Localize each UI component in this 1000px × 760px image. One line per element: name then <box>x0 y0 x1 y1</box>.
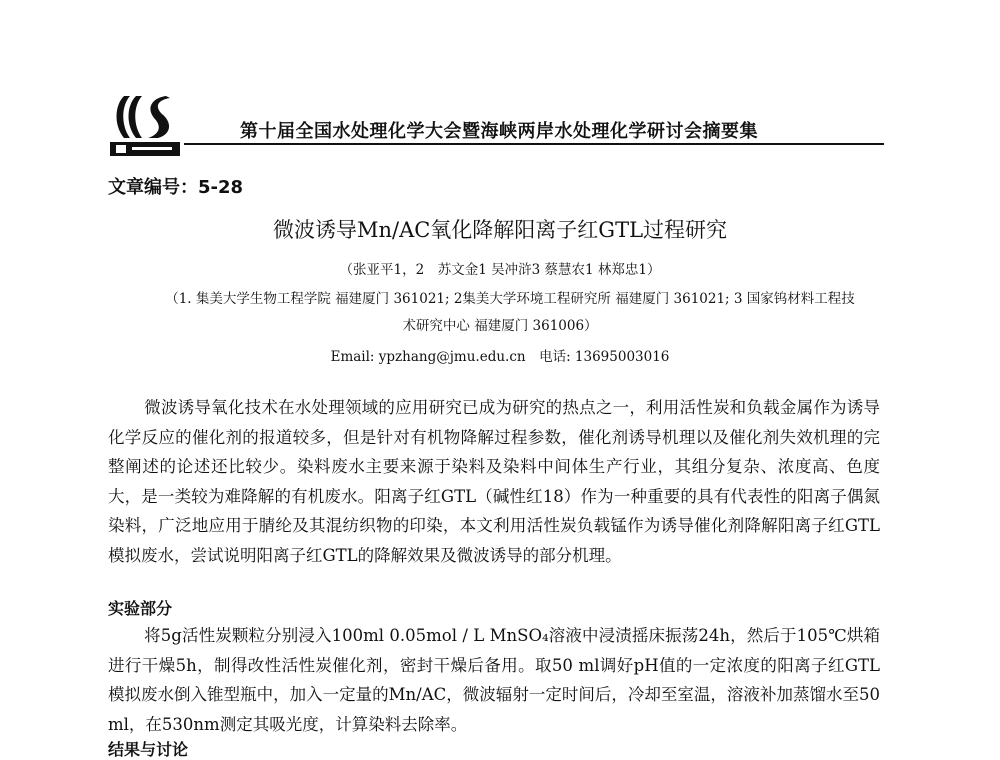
proceedings-title: 第十届全国水处理化学大会暨海峡两岸水处理化学研讨会摘要集 <box>240 121 758 142</box>
experimental-paragraph <box>108 621 880 739</box>
author-list: （张亚平1，2 苏文金1 吴冲浒3 蔡慧农1 林郑忠1） <box>339 262 661 278</box>
experimental-heading: 实验部分 <box>108 599 173 618</box>
contact-line: Email: ypzhang@jmu.edu.cn 电话: 13695003016 <box>330 349 670 365</box>
article-number: 文章编号：5-28 <box>108 177 244 198</box>
abstract-text: 微波诱导氧化技术在水处理领域的应用研究已成为研究的热点之一，利用活性炭和负载金属作为诱导化学反应的催化剂的报道较多，但是针对有机物降解过程参数，催化剂诱导机理以及催化剂失效机理的完整阐述的论述还比较少。染料废水主要来源于染料及染料中间体生产行业，其组分复杂、浓度高、色度大，是一类较为难降解的有机废水。阳离子红GTL（碱性红18）作为一种重要的具有代表性的阳离子偶氮染料，广泛地应用于腈纶及其混纺织物的印染，本文利用活性炭负载锰作为诱导催化剂降解阳离子红GTL模拟废水，尝试说明阳离子红GTL的降解效果及微波诱导的部分机理。 <box>108 398 880 565</box>
paper-title: 微波诱导Mn/AC氧化降解阳离子红GTL过程研究 <box>272 218 728 242</box>
abstract-paragraph <box>108 393 880 570</box>
conference-logo <box>108 92 183 162</box>
header-rule <box>184 143 884 145</box>
results-heading: 结果与讨论 <box>108 740 189 759</box>
affiliation-line-1: （1. 集美大学生物工程学院 福建厦门 361021; 2集美大学环境工程研究所 福建厦门 361021; 3 国家钨材料工程技 <box>165 291 855 307</box>
affiliation-line-2: 术研究中心 福建厦门 361006） <box>402 318 598 334</box>
experimental-text: 将5g活性炭颗粒分别浸入100ml 0.05mol / L MnSO₄溶液中浸渍摇床振荡24h，然后于105℃烘箱进行干燥5h，制得改性活性炭催化剂，密封干燥后备用。取50 ml调好pH值的一定浓度的阳离子红GTL 模拟废水倒入锥型瓶中，加入一定量的Mn/AC，微波辐射一定时间后，冷却至室温，溶液补加蒸馏水至50 ml，在530nm测定其吸光度，计算染料去除率。 <box>108 626 880 734</box>
